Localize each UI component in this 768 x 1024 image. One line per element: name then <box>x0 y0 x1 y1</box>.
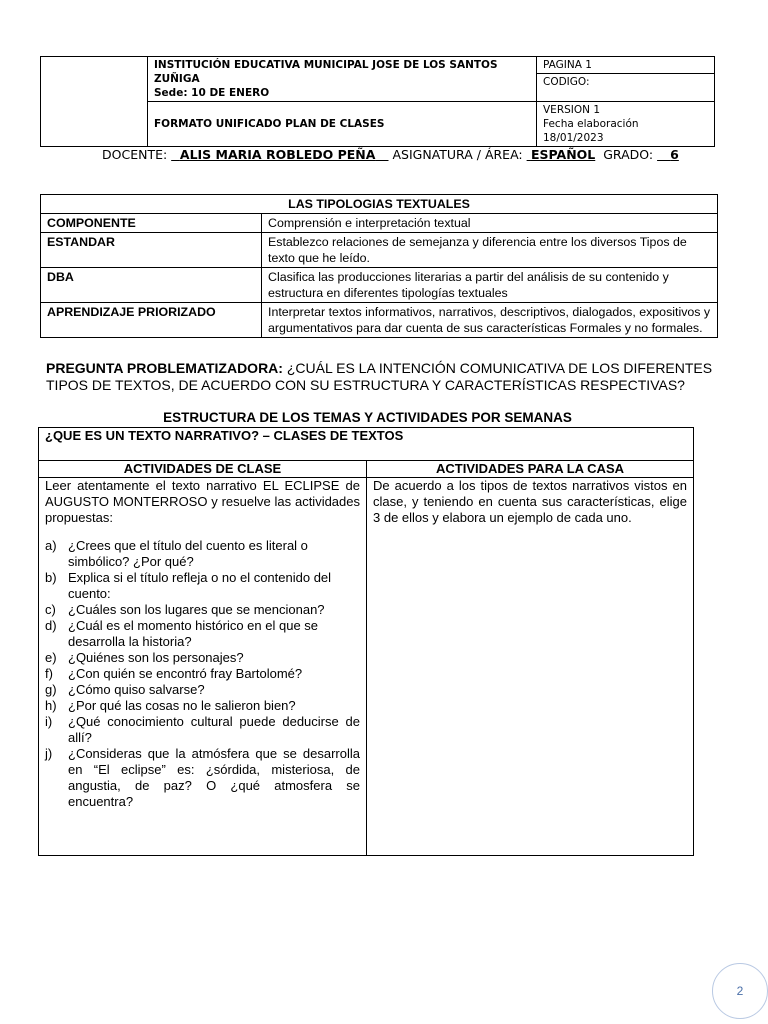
item-text: ¿Consideras que la atmósfera que se desarrolla en “El eclipse” es: ¿sórdida, misteriosa, de angustia, de paz? O ¿qué atmosfera se encuentra? <box>68 746 360 809</box>
item-letter: c) <box>45 602 56 617</box>
asignatura-value: ESPAÑOL <box>530 147 596 162</box>
docente-name: ALIS MARIA ROBLEDO PEÑA <box>179 147 376 162</box>
item-letter: b) <box>45 570 57 585</box>
tema-title: ¿QUE ES UN TEXTO NARRATIVO? – CLASES DE TEXTOS <box>39 428 694 461</box>
table-row <box>41 214 718 233</box>
row-value: Interpretar textos informativos, narrativos, descriptivos, dialogados, expositivos y argumentativos para dar cuenta de sus características Formales y no formales. <box>262 303 718 338</box>
item-text: Explica si el título refleja o no el contenido del cuento: <box>68 570 332 601</box>
list-item <box>45 570 360 602</box>
version-cell <box>537 102 715 147</box>
col-header-casa: ACTIVIDADES PARA LA CASA <box>367 461 694 478</box>
list-item <box>45 746 360 810</box>
item-text: ¿Quiénes son los personajes? <box>68 650 244 665</box>
logo-cell <box>41 57 148 147</box>
pregunta-problematizadora <box>46 360 722 394</box>
item-text: ¿Cómo quiso salvarse? <box>68 682 205 697</box>
fecha-label: Fecha elaboración <box>543 118 639 130</box>
row-value: Comprensión e interpretación textual <box>262 214 718 233</box>
item-letter: i) <box>45 714 53 729</box>
pagina-cell: PAGINA 1 <box>537 57 715 74</box>
list-item <box>45 682 360 698</box>
header-table <box>40 56 715 147</box>
tipologias-table <box>40 194 718 338</box>
list-item <box>45 714 360 746</box>
item-text: ¿Por qué las cosas no le salieron bien? <box>68 698 296 713</box>
row-value: Clasifica las producciones literarias a partir del análisis de su contenido y estructura en diferentes tipologías textuales <box>262 268 718 303</box>
list-item <box>45 666 360 682</box>
list-item <box>45 602 360 618</box>
list-item <box>45 538 360 570</box>
item-text: ¿Qué conocimiento cultural puede deducirse de allí? <box>68 714 360 745</box>
list-item <box>45 618 360 650</box>
codigo-cell: CODIGO: <box>537 74 715 102</box>
pregunta-label: PREGUNTA PROBLEMATIZADORA: <box>46 360 283 376</box>
tipologias-title: LAS TIPOLOGIAS TEXTUALES <box>41 195 718 214</box>
item-letter: d) <box>45 618 57 633</box>
row-label: COMPONENTE <box>41 214 262 233</box>
item-text: ¿Cuáles son los lugares que se mencionan? <box>68 602 325 617</box>
row-value: Establezco relaciones de semejanza y diferencia entre los diversos Tipos de texto que he leído. <box>262 233 718 268</box>
actividades-clase-cell <box>39 478 367 856</box>
table-row <box>41 303 718 338</box>
item-text: ¿Con quién se encontró fray Bartolomé? <box>68 666 303 681</box>
item-letter: f) <box>45 666 53 681</box>
docente-label: DOCENTE: <box>102 147 168 162</box>
casa-text: De acuerdo a los tipos de textos narrativos vistos en clase, y teniendo en cuenta sus características, elige 3 de ellos y elabora un ejemplo de cada uno. <box>373 478 687 525</box>
item-letter: g) <box>45 682 57 697</box>
clase-intro: Leer atentamente el texto narrativo EL ECLIPSE de AUGUSTO MONTERROSO y resuelve las actividades propuestas: <box>45 478 360 525</box>
pregunta-text: ¿CUÁL ES LA INTENCIÓN COMUNICATIVA DE LOS DIFERENTES TIPOS DE TEXTOS, DE ACUERDO CON SU ESTRUCTURA Y CARACTERÍSTICAS RESPECTIVAS? <box>46 360 713 393</box>
list-item <box>45 698 360 714</box>
institution-name: INSTITUCIÓN EDUCATIVA MUNICIPAL JOSE DE LOS SANTOS ZUÑIGA <box>154 59 498 85</box>
row-label: APRENDIZAJE PRIORIZADO <box>41 303 262 338</box>
version-label: VERSION 1 <box>543 104 601 116</box>
list-item <box>45 650 360 666</box>
item-letter: a) <box>45 538 57 553</box>
col-header-clase: ACTIVIDADES DE CLASE <box>39 461 367 478</box>
item-letter: j) <box>45 746 53 761</box>
item-text: ¿Crees que el título del cuento es literal o simbólico? ¿Por qué? <box>68 538 308 569</box>
table-row <box>41 233 718 268</box>
row-label: ESTANDAR <box>41 233 262 268</box>
docente-line <box>102 147 679 162</box>
grado-label: GRADO: <box>603 147 654 162</box>
institution-cell <box>148 57 537 102</box>
item-text: ¿Cuál es el momento histórico en el que se desarrolla la historia? <box>68 618 319 649</box>
table-row <box>41 268 718 303</box>
page-number: 2 <box>712 963 768 1019</box>
item-letter: h) <box>45 698 57 713</box>
estructura-title: ESTRUCTURA DE LOS TEMAS Y ACTIVIDADES POR SEMANAS <box>163 410 572 425</box>
row-label: DBA <box>41 268 262 303</box>
fecha-value: 18/01/2023 <box>543 132 604 144</box>
sede-label: Sede: 10 DE ENERO <box>154 87 270 99</box>
activity-list <box>45 538 360 810</box>
asignatura-label: ASIGNATURA / ÁREA: <box>392 147 523 162</box>
actividades-casa-cell <box>367 478 694 856</box>
semanas-table <box>38 427 694 856</box>
format-title: FORMATO UNIFICADO PLAN DE CLASES <box>148 102 537 147</box>
grado-value: 6 <box>670 147 679 162</box>
item-letter: e) <box>45 650 57 665</box>
